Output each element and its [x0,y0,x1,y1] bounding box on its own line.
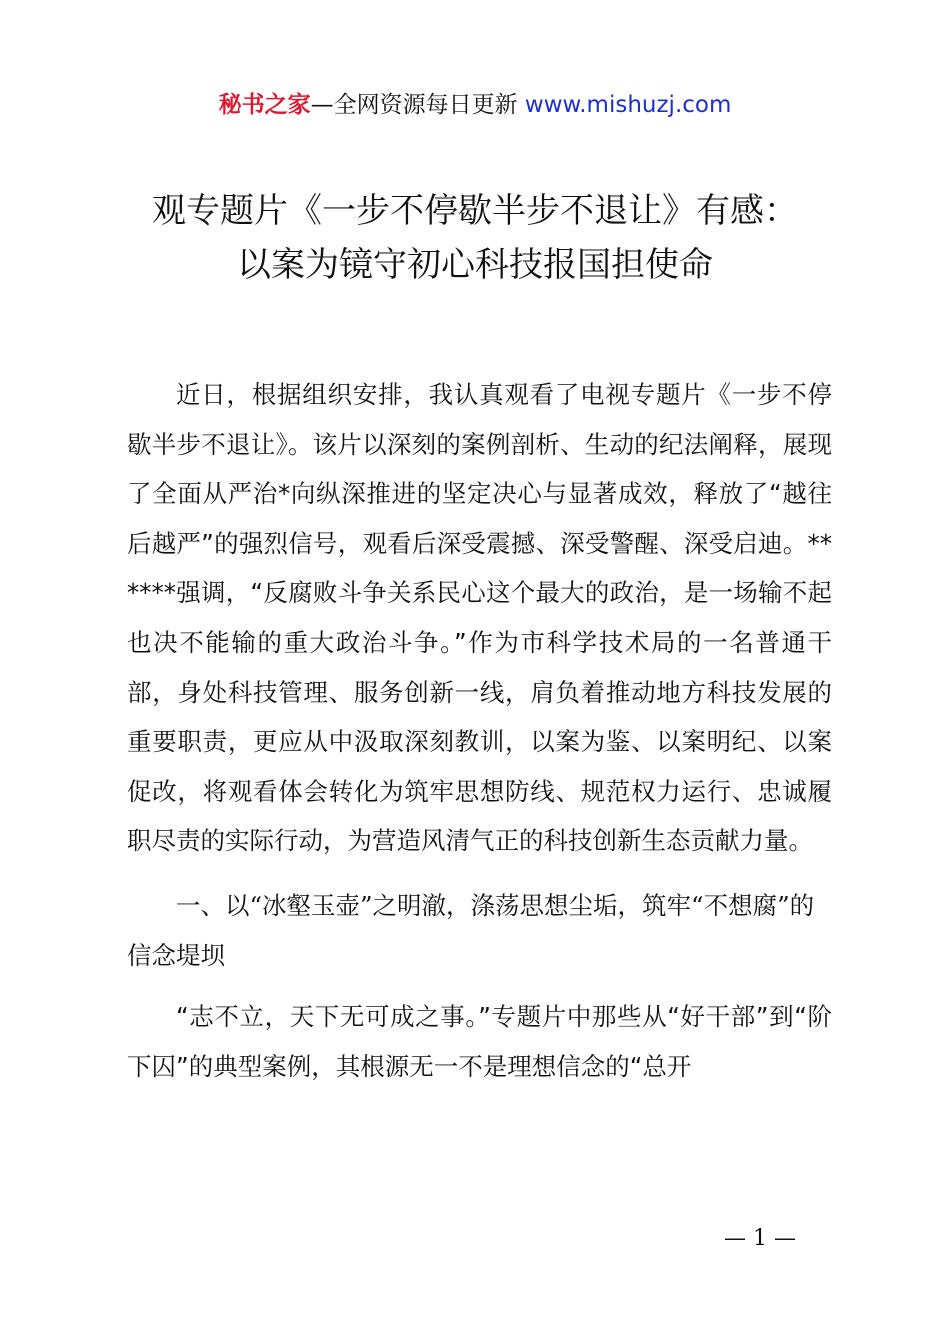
section-1-heading: 一、以“冰壑玉壶”之明澈，涤荡思想尘垢，筑牢“不想腐”的信念堤坝 [127,890,815,970]
document-title [0,184,950,292]
title-line-1: 观专题片《一步不停歇半步不退让》有感： [152,191,798,231]
document-body [127,370,832,1091]
section-1-paragraph: “志不立，天下无可成之事。”专题片中那些从“好干部”到“阶下囚”的典型案例，其根源无一不是理想信念的“总开 [127,1002,832,1081]
intro-paragraph: 近日，根据组织安排，我认真观看了电视专题片《一步不停歇半步不退让》。该片以深刻的案例剖析、生动的纪法阐释，展现了全面从严治*向纵深推进的坚定决心与显著成效，释放了“越往后越严”的强烈信号，观看后深受震撼、深受警醒、深受启迪。******强调，“反腐败斗争关系民心这个最大的政治，是一场输不起也决不能输的重大政治斗争。”作为市科学技术局的一名普通干部，身处科技管理、服务创新一线，肩负着推动地方科技发展的重要职责，更应从中汲取深刻教训，以案为鉴、以案明纪、以案促改，将观看体会转化为筑牢思想防线、规范权力运行、忠诚履职尽责的实际行动，为营造风清气正的科技创新生态贡献力量。 [127,380,832,856]
title-line-2: 以案为镜守初心科技报国担使命 [237,245,713,285]
site-tagline: —全网资源每日更新 [310,92,518,118]
page-number: — 1 — [724,1226,796,1251]
site-url-link[interactable]: www.mishuzj.com [524,92,732,118]
site-name: 秘书之家 [218,92,311,118]
site-header [0,88,950,122]
